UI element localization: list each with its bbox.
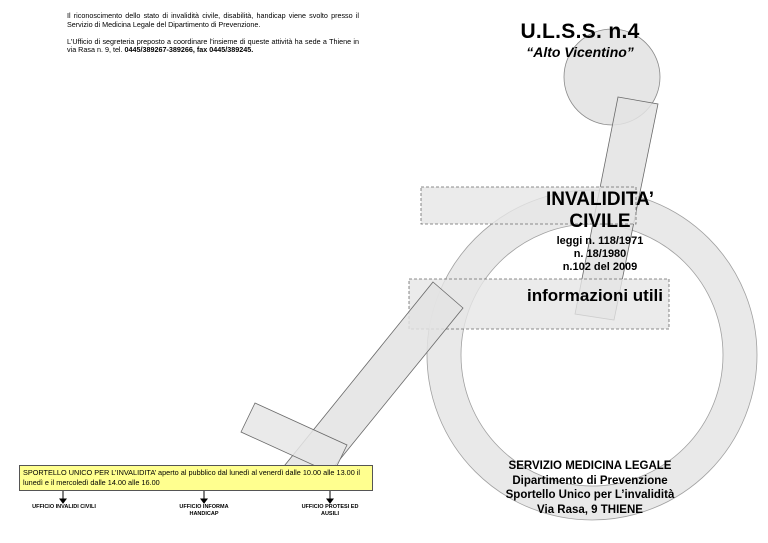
intro-paragraph-1: Il riconoscimento dello stato di invalidità civile, disabilità, handicap viene svolto presso il Servizio di Medicina Legale del Dipartimento di Prevenzione. [67,11,359,29]
law-2: n. 18/1980 [573,248,627,260]
intro-paragraph-2-text: L'Ufficio di segreteria preposto a coordinare l'insieme di queste attività ha sede a Thiene in via Rasa n. 9, tel. [67,36,359,55]
service-address [480,459,700,517]
office-3-label-line-2: AUSILI [320,510,340,517]
law-references [500,235,700,274]
organization-title: U.L.S.S. n.4 [520,20,640,43]
useful-info-heading: informazioni utili [527,286,663,305]
service-line-4: Via Rasa, 9 THIENE [537,503,643,516]
office-invalidi-civili [18,504,110,511]
intro-text [67,12,359,64]
service-line-2: Dipartimento di Prevenzione [512,474,668,487]
arrow-right-icon [327,491,333,503]
service-line-3: Sportello Unico per L’invalidità [505,489,675,501]
office-protesi-ausili [290,504,370,517]
arrow-left-icon [60,491,66,503]
office-1-label: UFFICIO INVALIDI CIVILI [32,504,96,510]
law-3: n.102 del 2009 [562,261,638,273]
law-1: leggi n. 118/1971 [556,235,644,247]
arrow-middle-icon [201,491,207,503]
cover-title-line-2: CIVILE [569,211,631,232]
office-informa-handicap [164,504,244,517]
intro-phone-numbers: 0445/389267-389266, fax 0445/389245. [124,45,254,55]
cover-title [500,189,700,233]
intro-paragraph-2 [67,38,359,55]
service-line-1: SERVIZIO MEDICINA LEGALE [508,460,672,472]
office-2-label-line-1: UFFICIO INFORMA [179,504,229,510]
organization-subtitle: “Alto Vicentino” [526,44,634,60]
office-2-label-line-2: HANDICAP [189,510,219,517]
opening-hours-notice: SPORTELLO UNICO PER L’INVALIDITA’ aperto al pubblico dal lunedì al venerdì dalle 10.00 alle 13.00 il lunedì e il mercoledì dalle 14.00 alle 16.00 [19,465,373,491]
cover-title-line-1: INVALIDITA’ [545,189,655,210]
office-3-label-line-1: UFFICIO PROTESI ED [301,504,359,510]
